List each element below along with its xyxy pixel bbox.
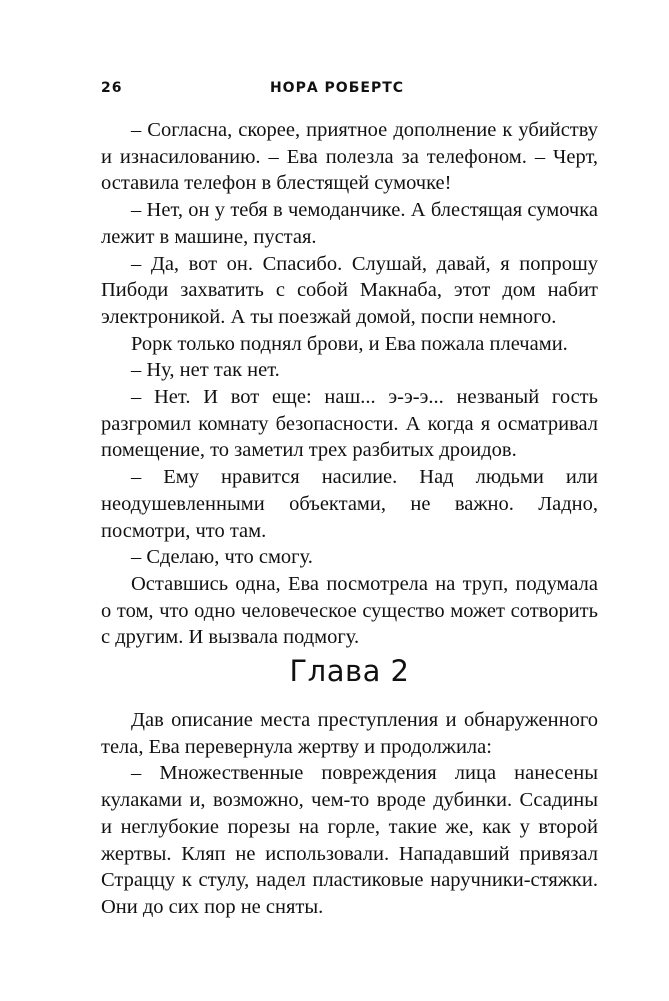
paragraph: – Сделаю, что смогу.: [131, 546, 313, 569]
paragraph: – Нет. И вот еще: наш... э-э-э... незваный гость разгромил комнату безопасности. А когда я осматривал помещение, то заметил трех разбитых дроидов.: [101, 386, 598, 462]
text-block-before-chapter: [101, 117, 598, 651]
paragraph: – Нет, он у тебя в чемоданчике. А блестящая сумочка лежит в машине, пустая.: [101, 199, 598, 248]
paragraph: – Ну, нет так нет.: [131, 359, 280, 382]
running-title: НОРА РОБЕРТС: [269, 80, 405, 96]
paragraph: – Согласна, скорее, приятное дополнение к убийству и изнасилованию. – Ева полезла за телефоном. – Черт, оставила телефон в блестящей сумочке!: [101, 119, 598, 195]
text-block-after-chapter: [101, 707, 598, 921]
paragraph: Рорк только поднял брови, и Ева пожала плечами.: [131, 332, 568, 355]
page-number: 26: [101, 80, 123, 96]
running-header: [101, 80, 573, 100]
paragraph: – Да, вот он. Спасибо. Слушай, давай, я попрошу Пибоди захватить с собой Макнаба, этот дом набит электроникой. А ты поезжай домой, поспи немного.: [101, 252, 598, 328]
paragraph: Оставшись одна, Ева посмотрела на труп, подумала о том, что одно человеческое существо может сотворить с другим. И вызвала подмогу.: [101, 572, 598, 649]
chapter-title: Глава 2: [289, 654, 410, 688]
paragraph: Дав описание места преступления и обнаруженного тела, Ева перевернула жертву и продолжила:: [101, 709, 598, 758]
paragraph: – Ему нравится насилие. Над людьми или неодушевленными объектами, не важно. Ладно, посмотри, что там.: [101, 466, 598, 542]
paragraph: – Множественные повреждения лица нанесены кулаками и, возможно, чем-то вроде дубинки. Ссадины и неглубокие порезы на горле, такие же, как у второй жертвы. Кляп не использовали. Нападавший привязал Страццу к стулу, надел пластиковые наручники-стяжки. Они до сих пор не сняты.: [101, 762, 598, 918]
